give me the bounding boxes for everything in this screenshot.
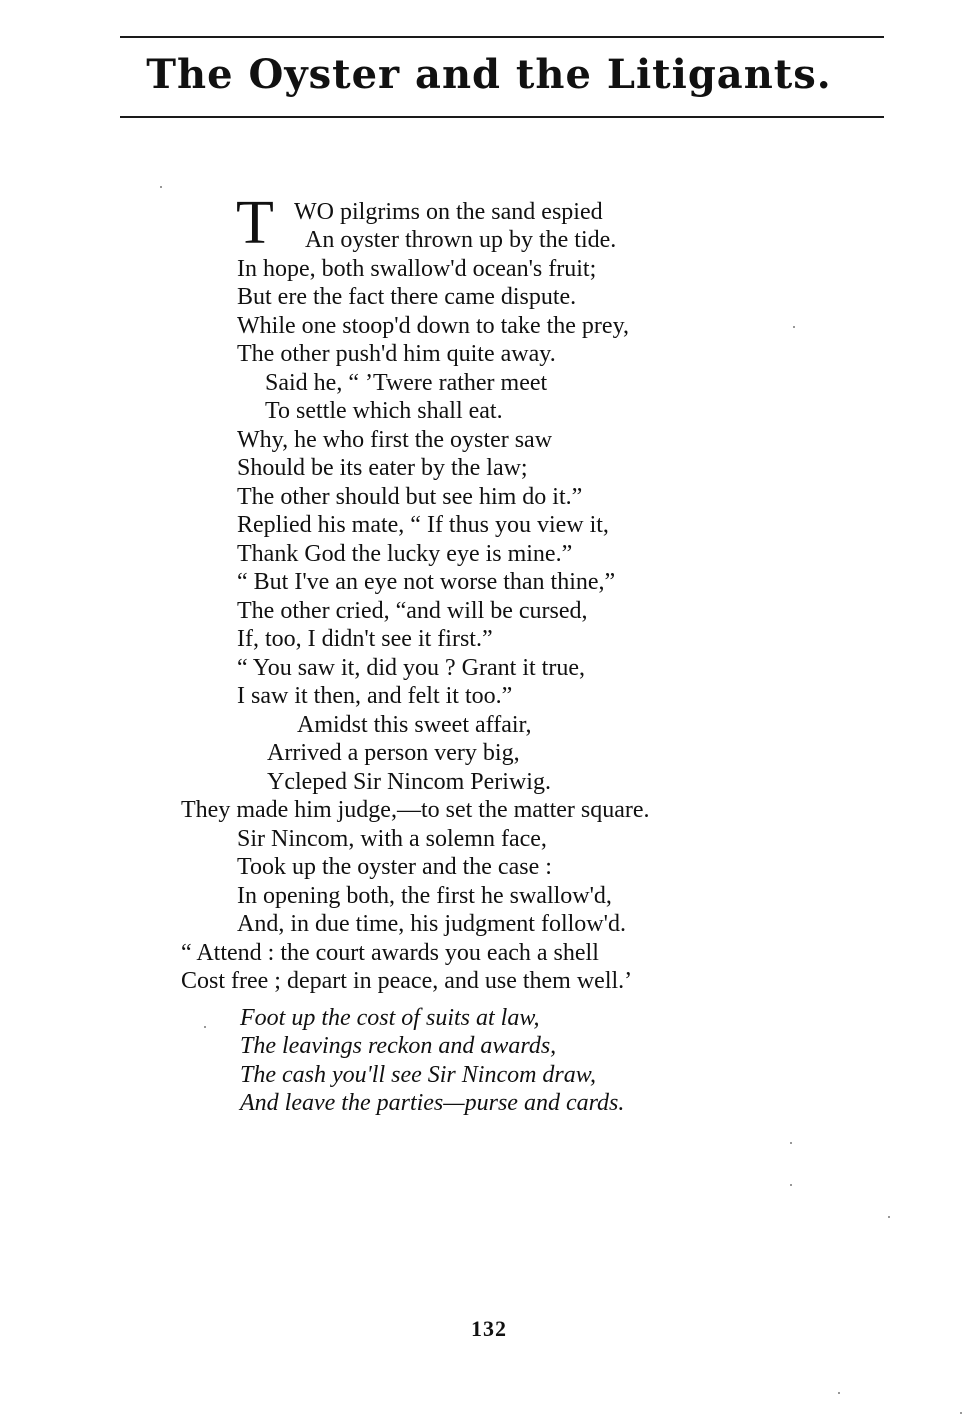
poem-line: “ Attend : the court awards you each a shell bbox=[181, 940, 599, 966]
top-rule bbox=[120, 36, 884, 38]
poem-line: Should be its eater by the law; bbox=[237, 455, 528, 481]
poem-line: Ycleped Sir Nincom Periwig. bbox=[267, 769, 551, 795]
poem-line: And, in due time, his judgment follow'd. bbox=[237, 911, 626, 937]
poem-line: Replied his mate, “ If thus you view it, bbox=[237, 512, 609, 538]
print-speck bbox=[790, 1142, 792, 1144]
moral-line: The cash you'll see Sir Nincom draw, bbox=[240, 1062, 596, 1088]
poem-line: In opening both, the first he swallow'd, bbox=[237, 883, 612, 909]
poem-line: An oyster thrown up by the tide. bbox=[305, 227, 617, 253]
print-speck bbox=[790, 1184, 792, 1186]
poem-line: But ere the fact there came dispute. bbox=[237, 284, 577, 310]
moral-line: The leavings reckon and awards, bbox=[240, 1033, 557, 1059]
poem-line: The other should but see him do it.” bbox=[237, 484, 583, 510]
poem-line: I saw it then, and felt it too.” bbox=[237, 683, 513, 709]
poem-line: While one stoop'd down to take the prey, bbox=[237, 313, 630, 339]
page-number: 132 bbox=[471, 1316, 507, 1341]
moral-line: Foot up the cost of suits at law, bbox=[240, 1005, 540, 1031]
poem-line: Arrived a person very big, bbox=[267, 740, 520, 766]
poem-line: If, too, I didn't see it first.” bbox=[237, 626, 493, 652]
print-speck bbox=[204, 1026, 206, 1028]
print-speck bbox=[793, 326, 795, 328]
poem-line: Said he, “ ’Twere rather meet bbox=[265, 370, 548, 396]
poem-line: “ You saw it, did you ? Grant it true, bbox=[237, 655, 585, 681]
poem-line: The other push'd him quite away. bbox=[237, 341, 556, 367]
poem-line: Amidst this sweet affair, bbox=[297, 712, 532, 738]
page-title: The Oyster and the Litigants. bbox=[146, 51, 832, 98]
print-speck bbox=[160, 186, 162, 188]
poem-line: Thank God the lucky eye is mine.” bbox=[237, 541, 573, 567]
bottom-rule bbox=[120, 116, 884, 118]
moral-line: And leave the parties—purse and cards. bbox=[240, 1090, 625, 1116]
poem-line: WO pilgrims on the sand espied bbox=[294, 199, 603, 225]
poem-line: Cost free ; depart in peace, and use them well.’ bbox=[181, 968, 633, 994]
print-speck bbox=[960, 1412, 962, 1414]
drop-cap: T bbox=[236, 189, 274, 257]
poem-line: They made him judge,—to set the matter square. bbox=[181, 797, 650, 823]
print-speck bbox=[838, 1392, 840, 1394]
poem-line: In hope, both swallow'd ocean's fruit; bbox=[237, 256, 597, 282]
poem-line: Took up the oyster and the case : bbox=[237, 854, 552, 880]
poem-line: The other cried, “and will be cursed, bbox=[237, 598, 588, 624]
poem-line: Sir Nincom, with a solemn face, bbox=[237, 826, 547, 852]
poem-line: Why, he who first the oyster saw bbox=[237, 427, 553, 453]
poem-line: “ But I've an eye not worse than thine,” bbox=[237, 569, 616, 595]
poem-line: To settle which shall eat. bbox=[265, 398, 503, 424]
print-speck bbox=[888, 1216, 890, 1218]
